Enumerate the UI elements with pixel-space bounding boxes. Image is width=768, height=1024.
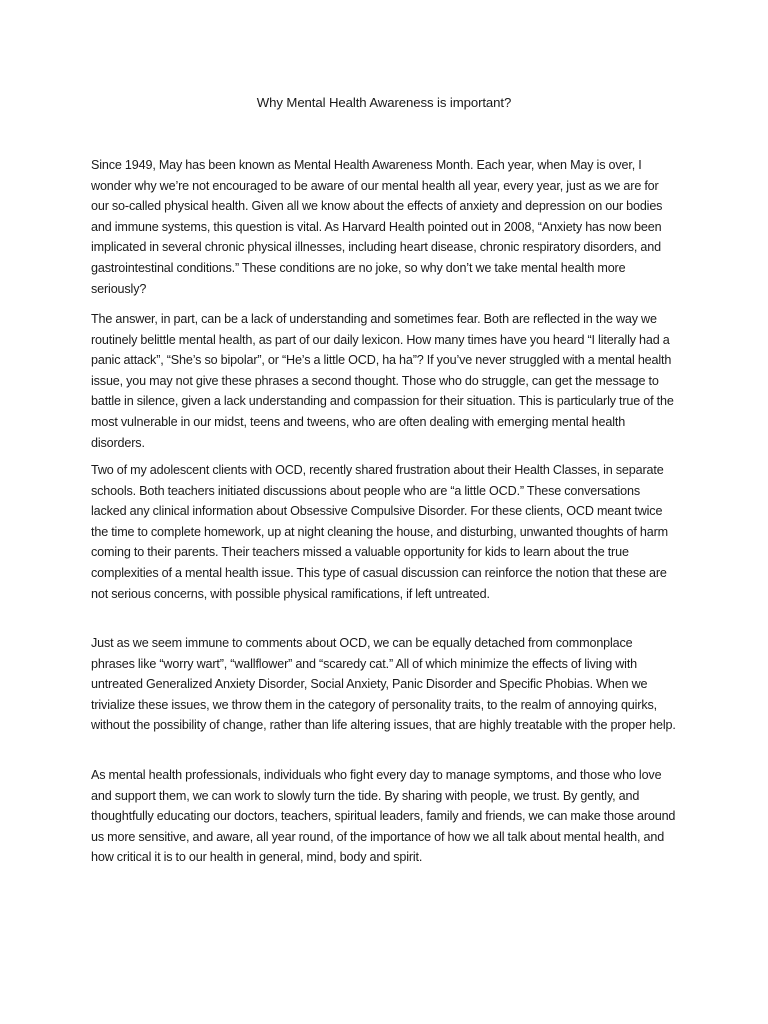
paragraph-1: Since 1949, May has been known as Mental Health Awareness Month. Each year, when May is over, I wonder why we’re not encouraged to be aware of our mental health all year, every year, just as we are for our so-called physical health. Given all we know about the effects of anxiety and depression on our bodies and immune systems, this question is vital. As Harvard Health pointed out in 2008, “Anxiety has now been implicated in several chronic physical illnesses, including heart disease, chronic respiratory disorders, and gastrointestinal conditions.” These conditions are no joke, so why don’t we take mental health more seriously? <box>91 158 663 296</box>
paragraph-4: Just as we seem immune to comments about OCD, we can be equally detached from commonplace phrases like “worry wart”, “wallflower” and “scaredy cat.” All of which minimize the effects of living with untreated Generalized Anxiety Disorder, Social Anxiety, Panic Disorder and Specific Phobias. When we trivialize these issues, we throw them in the category of personality traits, to the realm of annoying quirks, without the possibility of change, rather than life altering issues, that are highly treatable with the proper help. <box>91 636 676 733</box>
paragraph-3: Two of my adolescent clients with OCD, recently shared frustration about their Health Classes, in separate schools. Both teachers initiated discussions about people who are “a little OCD.” These conversations lacked any clinical information about Obsessive Compulsive Disorder. For these clients, OCD meant twice the time to complete homework, up at night cleaning the house, and disturbing, unwanted thoughts of harm coming to their parents. Their teachers missed a valuable opportunity for kids to learn about the true complexities of a mental health issue. This type of casual discussion can reinforce the notion that these are not serious concerns, with possible physical ramifications, if left untreated. <box>91 463 668 601</box>
paragraph-2: The answer, in part, can be a lack of understanding and sometimes fear. Both are reflected in the way we routinely belittle mental health, as part of our daily lexicon. How many times have you heard “I literally had a panic attack”, “She’s so bipolar”, or “He’s a little OCD, ha ha”? If you’ve never struggled with a mental health issue, you may not give these phrases a second thought. Those who do struggle, can get the message to battle in silence, given a lack understanding and compassion for their situation. This is particularly true of the most vulnerable in our midst, teens and tweens, who are often dealing with emerging mental health disorders. <box>91 312 674 450</box>
paragraph-5: As mental health professionals, individuals who fight every day to manage symptoms, and those who love and support them, we can work to slowly turn the tide. By sharing with people, we trust. By gently, and thoughtfully educating our doctors, teachers, spiritual leaders, family and friends, we can make those around us more sensitive, and aware, all year round, of the importance of how we all talk about mental health, and how critical it is to our health in general, mind, body and spirit. <box>91 768 676 865</box>
document-title: Why Mental Health Awareness is important? <box>256 95 512 110</box>
